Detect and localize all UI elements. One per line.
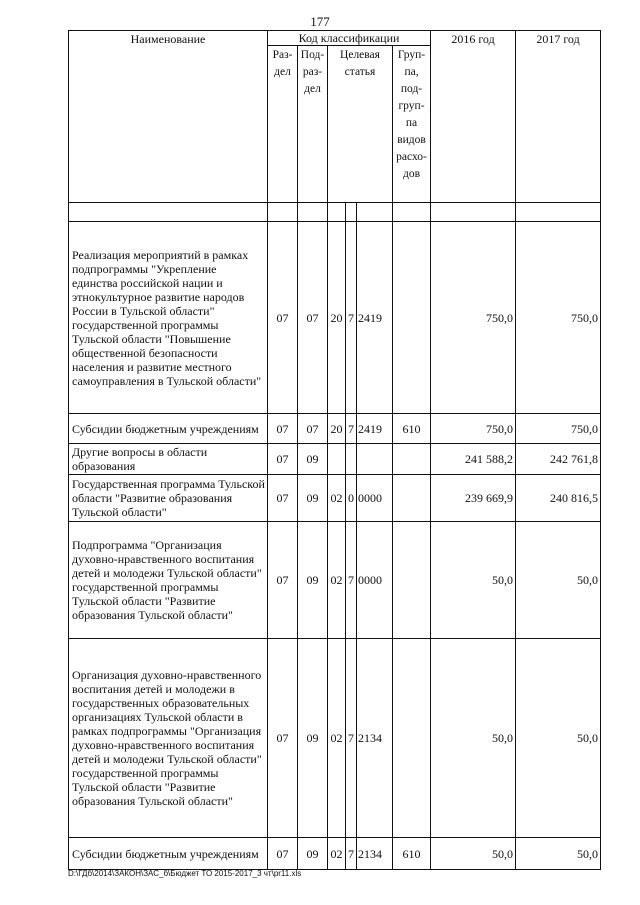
row-section: 07 (268, 838, 298, 870)
row-expense-group (393, 444, 431, 475)
row-subsection: 07 (298, 414, 328, 444)
row-target-program: 20 (328, 414, 346, 444)
row-expense-group (393, 639, 431, 838)
row-expense-group: 610 (393, 414, 431, 444)
page-number: 177 (310, 14, 330, 29)
row-name: Субсидии бюджетным учреждениям (69, 414, 268, 444)
row-target-program (328, 444, 346, 475)
row-target-direction: 2419 (357, 222, 393, 414)
row-subsection: 09 (298, 444, 328, 475)
row-target-program: 02 (328, 639, 346, 838)
row-value-2016: 50,0 (431, 522, 516, 639)
table-row (69, 639, 601, 838)
row-target-subprogram: 7 (346, 222, 357, 414)
row-target-subprogram: 0 (346, 475, 357, 522)
row-section: 07 (268, 414, 298, 444)
header-expense-group: Груп- па, под- груп- па видов расхо- дов (393, 46, 431, 203)
row-value-2017: 50,0 (516, 522, 601, 639)
row-target-direction: 2419 (357, 414, 393, 444)
row-subsection: 09 (298, 838, 328, 870)
table-row (69, 522, 601, 639)
row-name: Подпрограмма "Организация духовно-нравственного воспитания детей и молодежи Тульской области" государственной программы Тульской области "Развитие образования Тульской области" (69, 522, 268, 639)
row-target-subprogram: 7 (346, 522, 357, 639)
spacer-row (69, 203, 601, 222)
row-value-2016: 50,0 (431, 838, 516, 870)
row-target-direction: 0000 (357, 522, 393, 639)
row-expense-group (393, 522, 431, 639)
table-row (69, 475, 601, 522)
row-value-2016: 750,0 (431, 414, 516, 444)
row-target-direction (357, 444, 393, 475)
row-expense-group (393, 475, 431, 522)
row-value-2017: 50,0 (516, 639, 601, 838)
row-target-subprogram: 7 (346, 414, 357, 444)
row-value-2016: 50,0 (431, 639, 516, 838)
row-value-2017: 750,0 (516, 414, 601, 444)
header-section: Раз- дел (268, 46, 298, 203)
header-row-1 (69, 31, 601, 46)
header-subsection: Под- раз- дел (298, 46, 328, 203)
row-name: Субсидии бюджетным учреждениям (69, 838, 268, 870)
row-target-subprogram: 7 (346, 838, 357, 870)
header-year-2016: 2016 год (431, 31, 516, 203)
row-name: Государственная программа Тульской области "Развитие образования Тульской области" (69, 475, 268, 522)
row-value-2017: 240 816,5 (516, 475, 601, 522)
row-section: 07 (268, 522, 298, 639)
row-section: 07 (268, 475, 298, 522)
row-section: 07 (268, 222, 298, 414)
table-row (69, 414, 601, 444)
row-target-direction: 2134 (357, 639, 393, 838)
row-value-2016: 241 588,2 (431, 444, 516, 475)
row-subsection: 09 (298, 639, 328, 838)
row-section: 07 (268, 639, 298, 838)
row-value-2017: 750,0 (516, 222, 601, 414)
row-target-program: 02 (328, 522, 346, 639)
table-row (69, 444, 601, 475)
row-target-subprogram: 7 (346, 639, 357, 838)
row-expense-group: 610 (393, 838, 431, 870)
row-subsection: 09 (298, 522, 328, 639)
table-row (69, 838, 601, 870)
row-value-2016: 239 669,9 (431, 475, 516, 522)
header-classification-code: Код классификации (268, 31, 431, 46)
header-name: Наименование (69, 31, 268, 203)
row-section: 07 (268, 444, 298, 475)
row-name: Реализация мероприятий в рамках подпрограммы "Укрепление единства российской нации и этнокультурное развитие народов России в Тульской области" государственной программы Тульской области "Повышение общественной безопасности населения и развитие местного самоуправления в Тульской области" (69, 222, 268, 414)
row-name: Другие вопросы в области образования (69, 444, 268, 475)
row-value-2017: 50,0 (516, 838, 601, 870)
table-row (69, 222, 601, 414)
row-name: Организация духовно-нравственного воспитания детей и молодежи в государственных образовательных организациях Тульской области в рамках подпрограммы "Организация духовно-нравственного воспитания детей и молодежи Тульской области" государственной программы Тульской области "Развитие образования Тульской области" (69, 639, 268, 838)
budget-table (68, 30, 601, 870)
row-value-2016: 750,0 (431, 222, 516, 414)
row-expense-group (393, 222, 431, 414)
row-target-program: 02 (328, 838, 346, 870)
row-target-subprogram (346, 444, 357, 475)
file-path-footer: D:\ГДб\2014\ЗАКОН\ЗАС_б\Бюджет ТО 2015-2017_3 чт\pr11.xls (68, 869, 302, 878)
row-value-2017: 242 761,8 (516, 444, 601, 475)
header-target-article: Целевая статья (328, 46, 393, 203)
row-target-direction: 2134 (357, 838, 393, 870)
row-target-direction: 0000 (357, 475, 393, 522)
header-year-2017: 2017 год (516, 31, 601, 203)
row-subsection: 09 (298, 475, 328, 522)
row-target-program: 02 (328, 475, 346, 522)
row-target-program: 20 (328, 222, 346, 414)
row-subsection: 07 (298, 222, 328, 414)
